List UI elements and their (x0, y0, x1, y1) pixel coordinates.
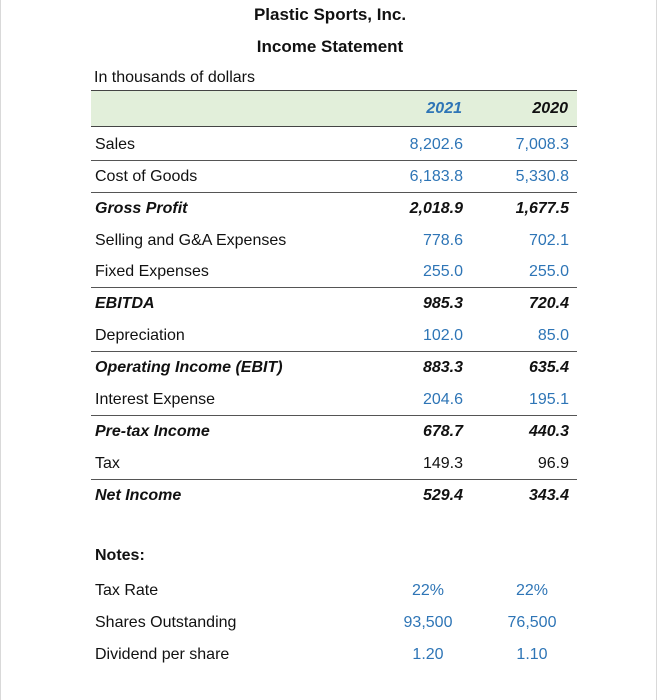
note-value-2021: 1.20 (412, 646, 444, 663)
row-tax (91, 448, 577, 480)
value-2020: 1,677.5 (515, 200, 569, 217)
row-label: Sales (95, 136, 136, 153)
statement-title: Income Statement (256, 37, 404, 56)
year-header-2020: 2020 (532, 100, 568, 117)
row-net-income (91, 480, 577, 512)
value-2020: 440.3 (528, 423, 569, 440)
value-2021: 8,202.6 (409, 136, 463, 153)
value-2020: 635.4 (528, 359, 569, 376)
note-value-2021: 22% (411, 582, 445, 599)
value-2020: 702.1 (528, 232, 569, 249)
row-label: Fixed Expenses (95, 263, 209, 280)
note-value-2020: 22% (515, 582, 549, 599)
note-label: Dividend per share (95, 646, 230, 663)
row-label: Depreciation (95, 327, 185, 344)
value-2021: 255.0 (422, 263, 463, 280)
note-tax-rate (91, 576, 577, 608)
value-2021: 778.6 (422, 232, 463, 249)
row-interest-expense (91, 384, 577, 416)
row-operating-income (91, 352, 577, 384)
value-2021: 204.6 (422, 391, 463, 408)
units-label: In thousands of dollars (94, 69, 255, 86)
value-2021: 883.3 (422, 359, 463, 376)
frame-left-border (0, 0, 1, 700)
note-value-2021: 93,500 (403, 614, 453, 631)
value-2020: 195.1 (528, 391, 569, 408)
frame-right-border (656, 0, 657, 700)
row-label: Interest Expense (95, 391, 216, 408)
row-pretax-income (91, 416, 577, 448)
value-2020: 343.4 (528, 487, 569, 504)
row-ebitda (91, 288, 577, 320)
year-header-2021: 2021 (426, 100, 462, 117)
value-2021: 678.7 (422, 423, 463, 440)
note-dividend-per-share (91, 640, 577, 672)
value-2021: 6,183.8 (409, 168, 463, 185)
value-2021: 985.3 (422, 295, 463, 312)
row-cost-of-goods (91, 161, 577, 193)
value-2020: 7,008.3 (515, 136, 569, 153)
row-fixed-expenses (91, 256, 577, 288)
note-value-2020: 1.10 (516, 646, 548, 663)
row-label: Selling and G&A Expenses (95, 232, 287, 249)
row-depreciation (91, 320, 577, 352)
value-2021: 102.0 (422, 327, 463, 344)
value-2020: 5,330.8 (515, 168, 569, 185)
row-gross-profit (91, 193, 577, 225)
row-label: EBITDA (95, 295, 155, 312)
row-label: Gross Profit (95, 200, 188, 217)
note-label: Tax Rate (95, 582, 159, 599)
row-selling-ga (91, 225, 577, 257)
row-sales (91, 129, 577, 161)
notes-title: Notes: (95, 547, 145, 564)
value-2020: 85.0 (537, 327, 569, 344)
note-shares-outstanding (91, 608, 577, 640)
value-2021: 2,018.9 (409, 200, 463, 217)
value-2021: 529.4 (422, 487, 463, 504)
value-2020: 255.0 (528, 263, 569, 280)
value-2020: 96.9 (537, 455, 569, 472)
note-label: Shares Outstanding (95, 614, 237, 631)
row-label: Cost of Goods (95, 168, 198, 185)
row-label: Tax (95, 455, 120, 472)
row-label: Net Income (95, 487, 182, 504)
value-2021: 149.3 (422, 455, 463, 472)
value-2020: 720.4 (528, 295, 569, 312)
row-label: Pre-tax Income (95, 423, 210, 440)
company-name: Plastic Sports, Inc. (253, 5, 407, 24)
row-label: Operating Income (EBIT) (95, 359, 283, 376)
note-value-2020: 76,500 (507, 614, 557, 631)
